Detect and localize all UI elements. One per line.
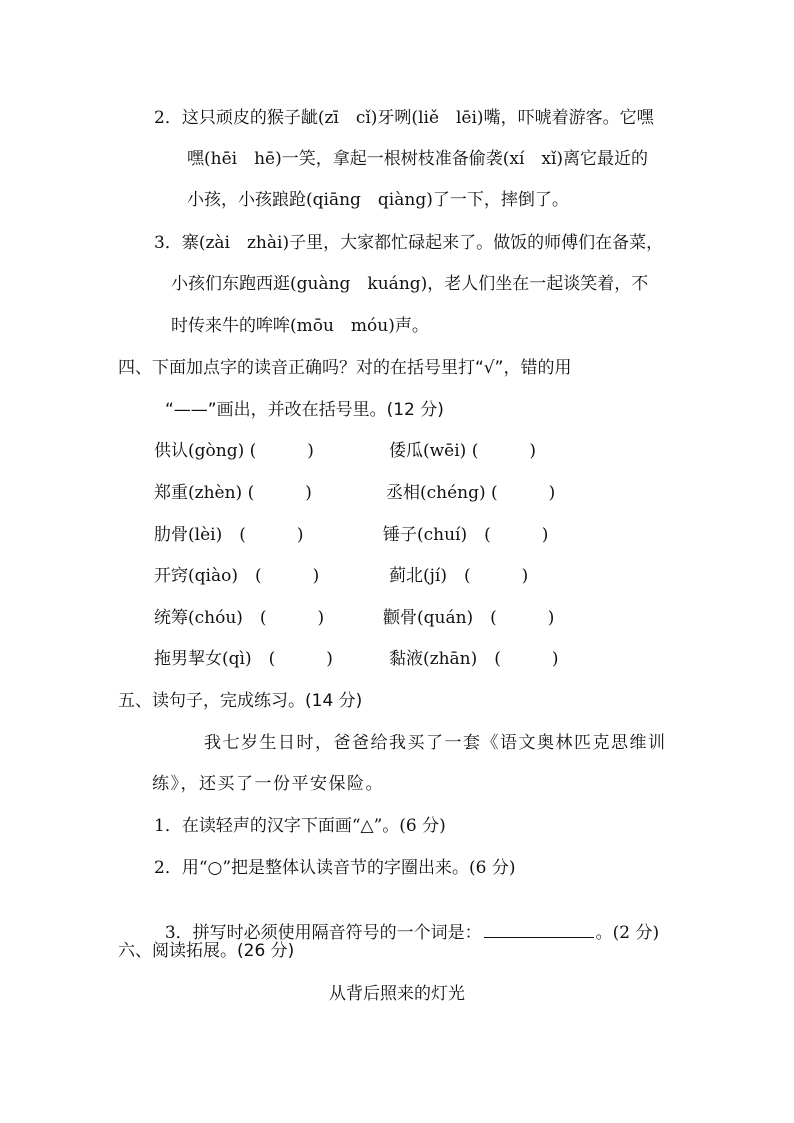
exercise-1: 1．在读轻声的汉字下面画“△”。(6 分) — [154, 816, 446, 836]
q3-line-2: 小孩们东跑西逛(guàng kuáng)，老人们坐在一起谈笑着，不 — [171, 274, 649, 294]
exercise-3 — [154, 899, 659, 944]
pinyin-item-right: 蓟北(jí) ( ) — [389, 566, 529, 586]
exercise-3-score: 。(2 分) — [595, 923, 660, 943]
q2-line-2: 嘿(hēi hē)一笑，拿起一根树枝准备偷袭(xí xǐ)离它最近的 — [187, 149, 649, 169]
pinyin-item-right: 丞相(chéng) ( ) — [386, 483, 556, 503]
pinyin-item-left: 供认(gòng) ( ) — [154, 441, 314, 461]
pinyin-item-right: 锤子(chuí) ( ) — [383, 525, 549, 545]
q3-line-3: 时传来牛的哞哞(mōu móu)声。 — [171, 316, 429, 336]
section-5-heading: 五、读句子，完成练习。(14 分) — [118, 691, 363, 711]
pinyin-item-right: 颧骨(quán) ( ) — [383, 608, 555, 628]
q2-line-3: 小孩，小孩踉跄(qiāng qiàng)了一下，摔倒了。 — [187, 190, 569, 210]
q3-line-1: 3．寨(zài zhài)子里，大家都忙碌起来了。做饭的师傅们在备菜， — [154, 233, 664, 253]
article-title: 从背后照来的灯光 — [329, 984, 465, 1004]
passage-line-2: 练》，还买了一份平安保险。 — [152, 774, 384, 794]
passage-line-1: 我七岁生日时，爸爸给我买了一套《语文奥林匹克思维训 — [204, 733, 667, 753]
pinyin-item-right: 倭瓜(wēi) ( ) — [389, 441, 536, 461]
section-4-heading-cont: “——”画出，并改在括号里。(12 分) — [165, 400, 444, 420]
exercise-3-prompt: 3．拼写时必须使用隔音符号的一个词是： — [164, 923, 482, 943]
exercise-2: 2．用“○”把是整体认读音节的字圈出来。(6 分) — [154, 858, 516, 878]
q2-line-1: 2．这只顽皮的猴子龇(zī cǐ)牙咧(liě lēi)嘴，吓唬着游客。它嘿 — [154, 108, 654, 128]
pinyin-item-left: 郑重(zhèn) ( ) — [154, 483, 312, 503]
pinyin-item-left: 肋骨(lèi) ( ) — [154, 525, 304, 545]
answer-blank[interactable] — [484, 921, 594, 938]
pinyin-item-right: 黏液(zhān) ( ) — [389, 649, 559, 669]
section-6-heading: 六、阅读拓展。(26 分) — [118, 941, 295, 961]
pinyin-item-left: 开窍(qiào) ( ) — [154, 566, 320, 586]
pinyin-item-left: 统筹(chóu) ( ) — [154, 608, 325, 628]
section-4-heading: 四、下面加点字的读音正确吗？对的在括号里打“√”，错的用 — [118, 358, 572, 378]
pinyin-item-left: 拖男挈女(qì) ( ) — [154, 649, 333, 669]
